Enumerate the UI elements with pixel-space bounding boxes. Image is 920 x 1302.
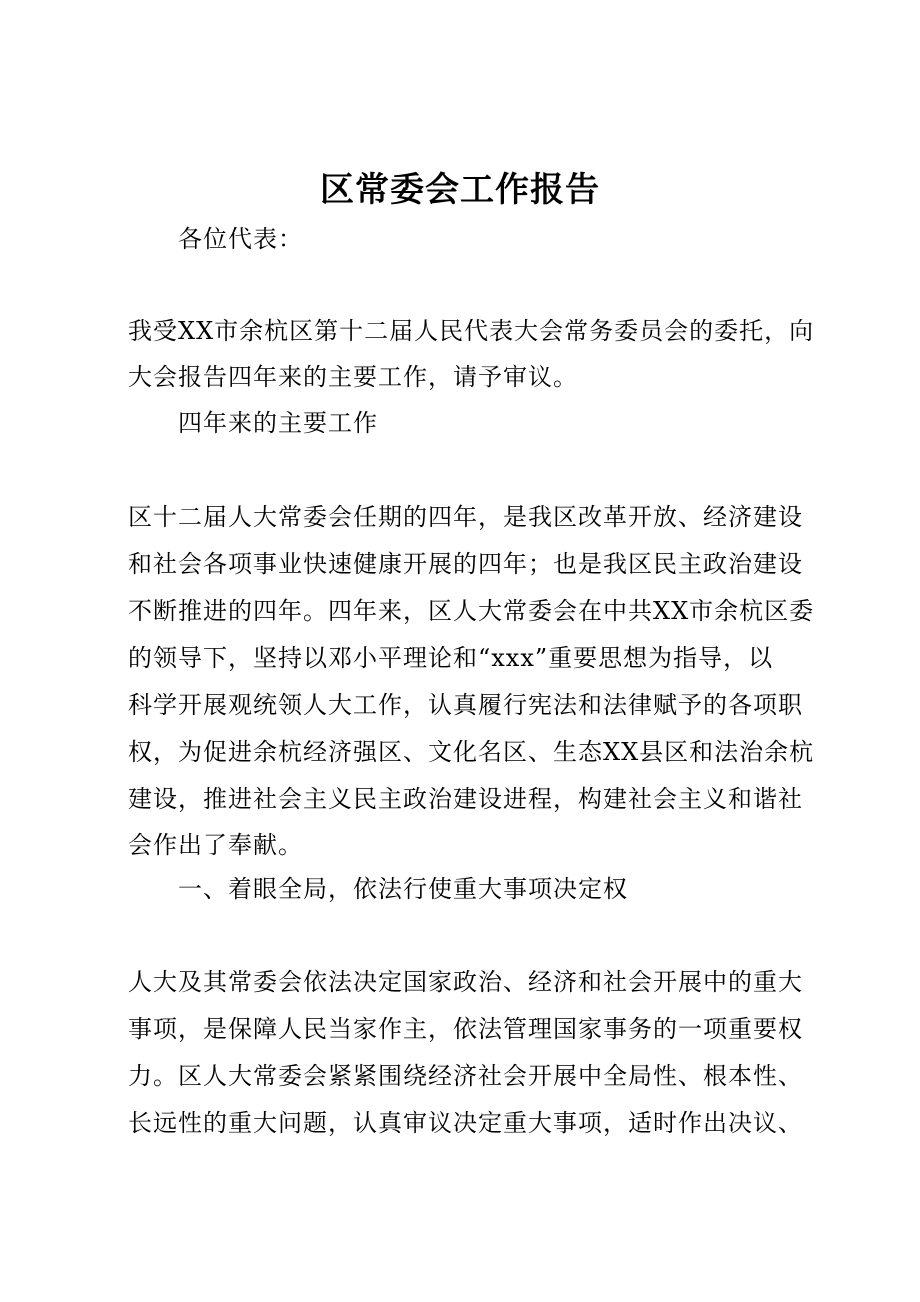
- section-heading: 四年来的主要工作: [178, 409, 378, 437]
- paragraph1-line-3: 不断推进的四年。四年来，区人大常委会在中共XX市余杭区委: [128, 597, 815, 625]
- paragraph2-line-1: 人大及其常委会依法决定国家政治、经济和社会开展中的重大: [128, 968, 803, 996]
- paragraph2-line-4: 长远性的重大问题，认真审议决定重大事项，适时作出决议、: [128, 1109, 803, 1137]
- paragraph2-line-3: 力。区人大常委会紧紧围绕经济社会开展中全局性、根本性、: [128, 1062, 803, 1090]
- document-title: 区常委会工作报告: [320, 170, 600, 210]
- paragraph2-line-2: 事项，是保障人民当家作主，依法管理国家事务的一项重要权: [128, 1015, 803, 1043]
- intro-line-1: 我受XX市余杭区第十二届人民代表大会常务委员会的委托，向: [128, 317, 815, 345]
- paragraph1-line-7: 建设，推进社会主义民主政治建设进程，构建社会主义和谐社: [128, 785, 803, 813]
- salutation: 各位代表：: [178, 225, 303, 253]
- intro-line-2: 大会报告四年来的主要工作，请予审议。: [128, 363, 578, 391]
- paragraph1-line-2: 和社会各项事业快速健康开展的四年；也是我区民主政治建设: [128, 550, 803, 578]
- paragraph1-line-5: 科学开展观统领人大工作，认真履行宪法和法律赋予的各项职: [128, 691, 803, 719]
- paragraph1-line-8: 会作出了奉献。: [128, 831, 303, 859]
- subsection-heading: 一、着眼全局，依法行使重大事项决定权: [178, 875, 628, 903]
- paragraph1-line-6: 权，为促进余杭经济强区、文化名区、生态XX县区和法治余杭: [128, 738, 815, 766]
- paragraph1-line-4: 的领导下，坚持以邓小平理论和“xxx”重要思想为指导，以: [128, 644, 774, 672]
- paragraph1-line-1: 区十二届人大常委会任期的四年，是我区改革开放、经济建设: [128, 503, 803, 531]
